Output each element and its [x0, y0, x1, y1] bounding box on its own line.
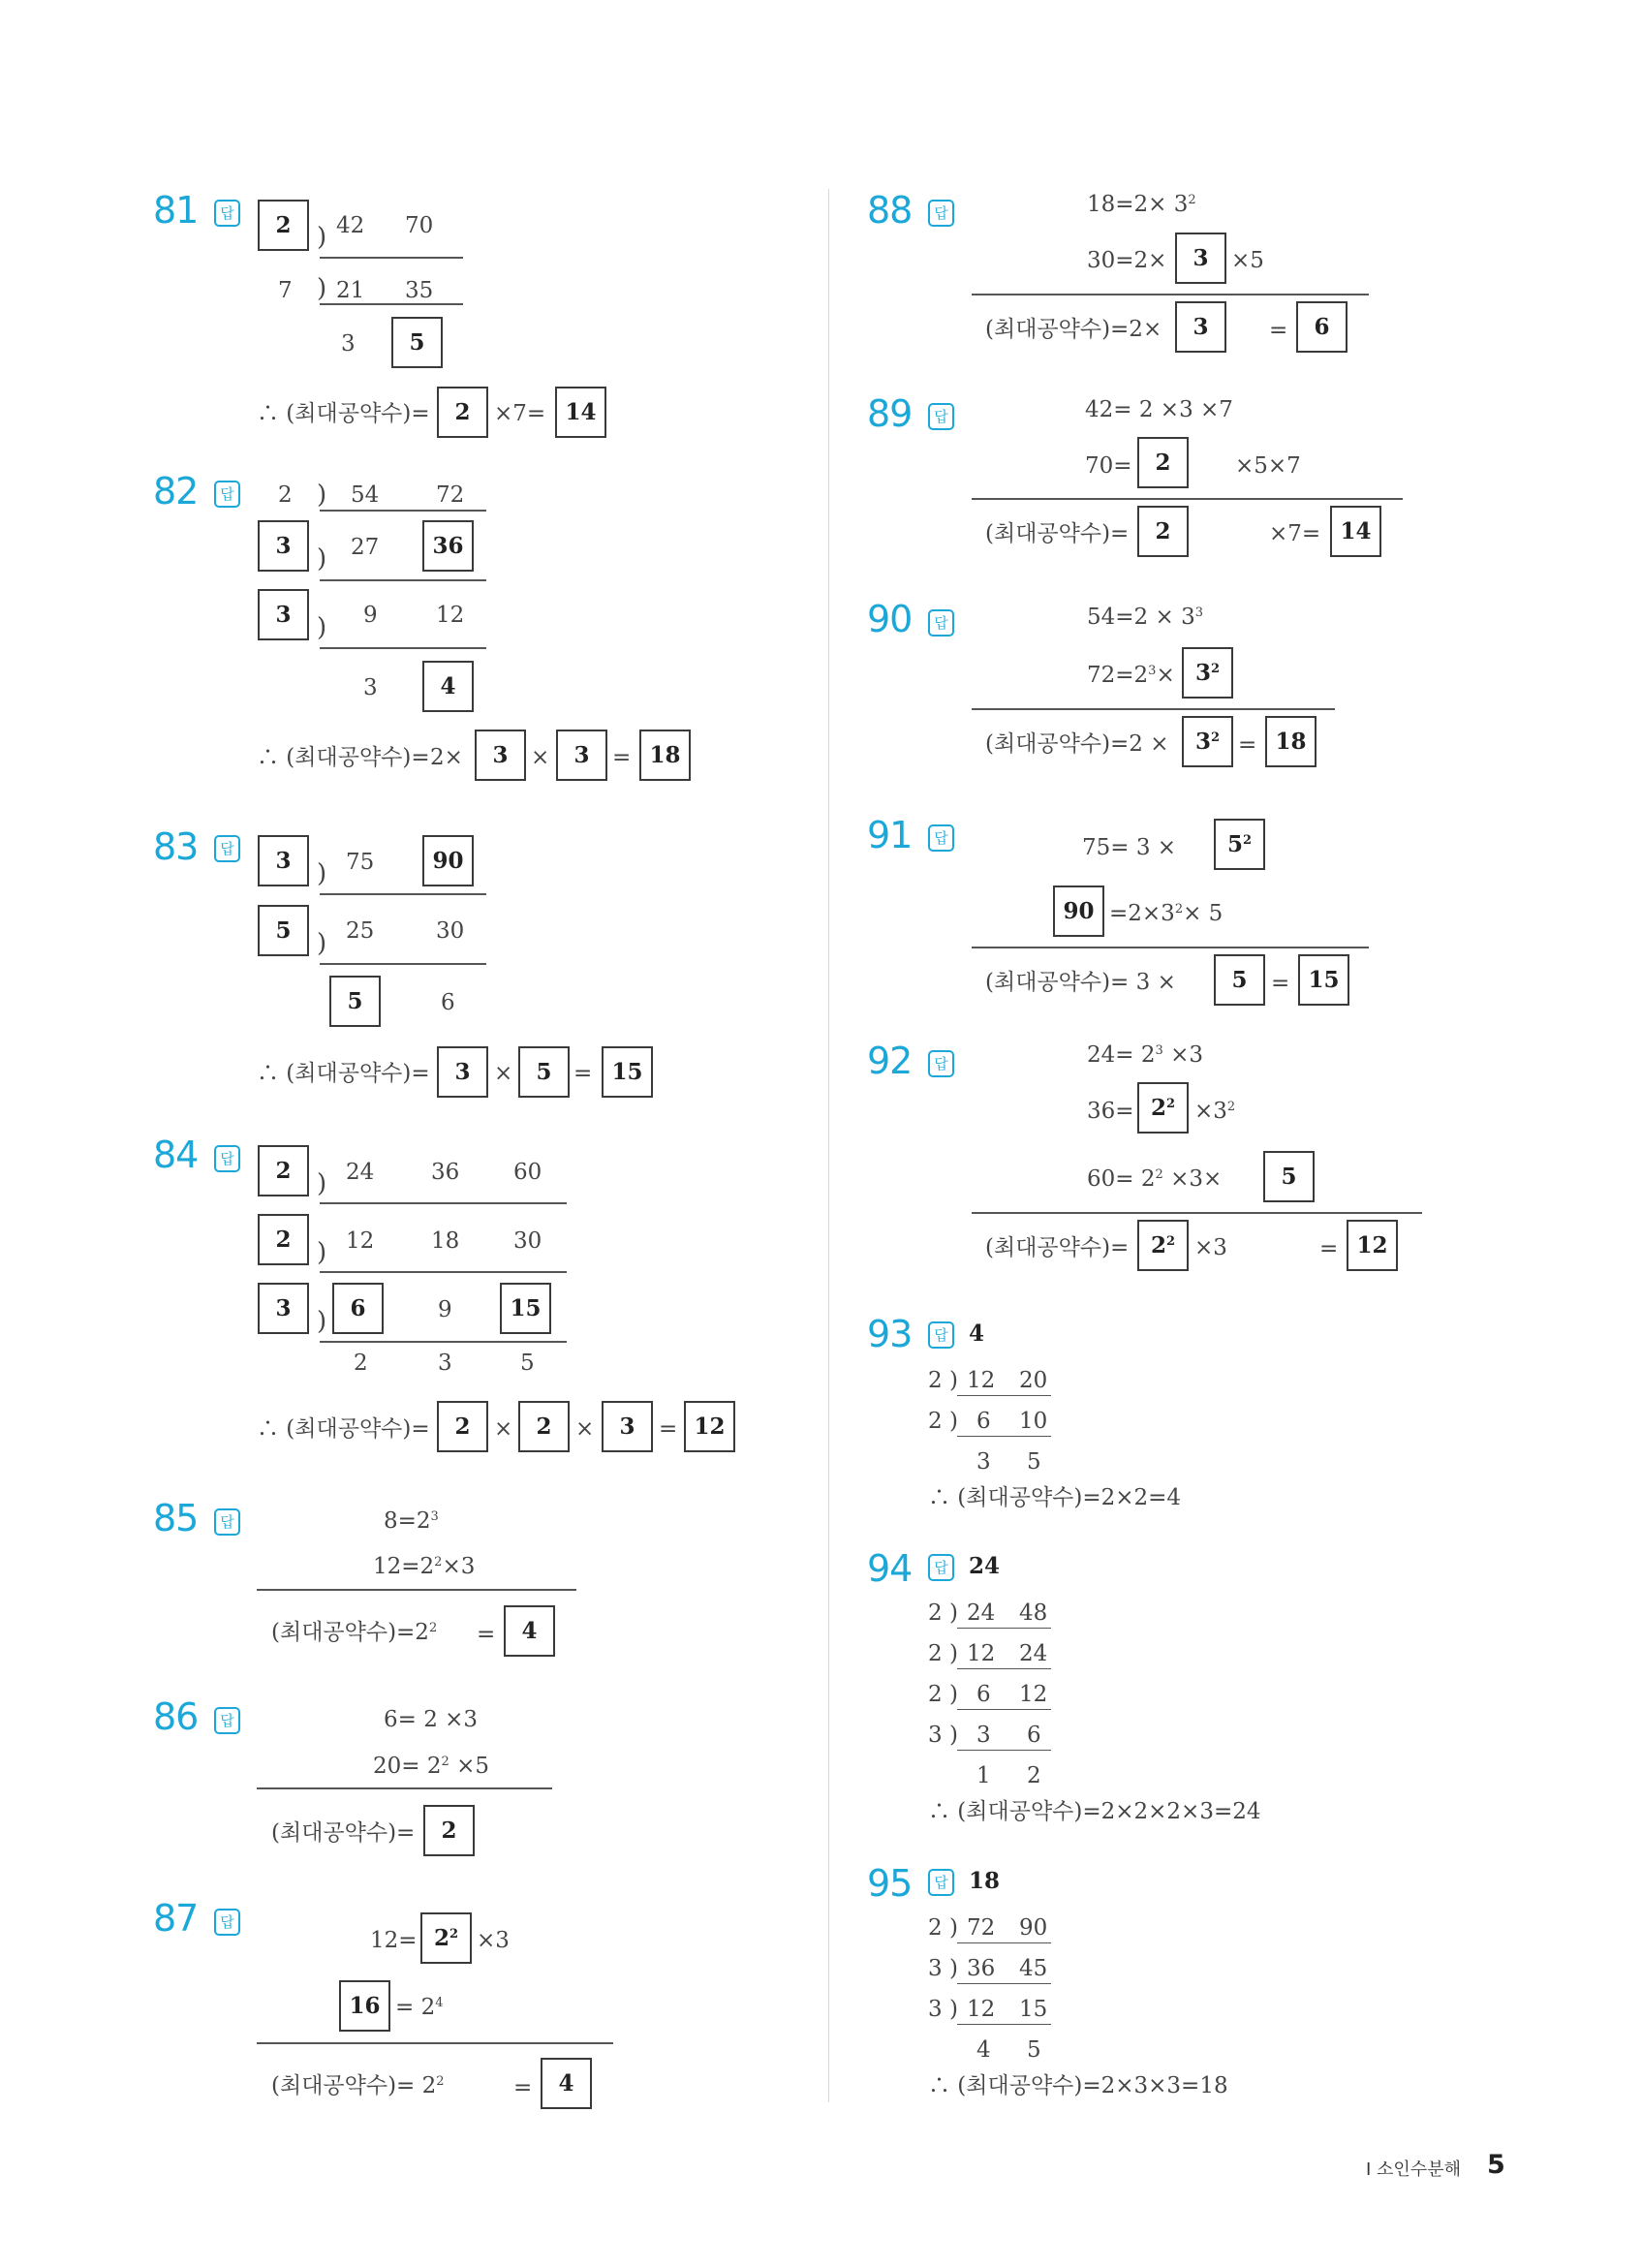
answer-badge: 답	[214, 1909, 240, 1936]
division-bracket: )	[317, 1307, 327, 1336]
operator: ×	[531, 745, 550, 770]
answer-box: 15	[602, 1046, 653, 1098]
answer-box: 2	[437, 1401, 488, 1452]
answer-box: 18	[639, 730, 691, 781]
value: 3	[976, 1723, 991, 1748]
operator: ×3	[1194, 1235, 1227, 1260]
page-number: 5	[1487, 2150, 1505, 2180]
answer-box: 15	[500, 1283, 551, 1334]
value: 5	[1027, 1449, 1041, 1475]
division-line	[957, 1395, 1051, 1396]
exponent: 3	[430, 1509, 439, 1524]
operator: ×7=	[494, 401, 546, 426]
division-bracket: )	[317, 1169, 327, 1198]
text: =2×3	[1109, 901, 1175, 926]
exponent: 2	[436, 2074, 445, 2089]
text: 3	[1194, 660, 1211, 686]
problem-number: 95	[867, 1862, 913, 1905]
problem-number: 85	[153, 1497, 199, 1539]
value: 15	[1019, 1997, 1048, 2022]
divider-line	[972, 294, 1369, 295]
divisor: 2	[278, 482, 293, 508]
conclusion: ∴ (최대공약수)=2×2×2×3=24	[928, 1799, 1261, 1824]
factorization-line: 6= 2 ×3	[384, 1707, 479, 1732]
value: 35	[405, 278, 434, 303]
conclusion-label: ∴ (최대공약수)=	[257, 745, 430, 770]
factorization-line: 42= 2 ×3 ×7	[1085, 397, 1233, 422]
text: ×5	[1231, 248, 1264, 273]
factorization-line	[1109, 899, 1223, 928]
text: ×3	[442, 1554, 476, 1579]
text: 12=2	[373, 1554, 435, 1579]
answer-box: 5	[1263, 1151, 1315, 1202]
value: 9	[363, 603, 378, 628]
value: 12	[436, 603, 465, 628]
conclusion-label: ∴ (최대공약수)=	[257, 401, 430, 426]
exponent: 2	[1165, 1234, 1176, 1249]
value: 12	[967, 1368, 996, 1393]
column-divider	[828, 189, 829, 2102]
gcd-line: (최대공약수)=2×	[985, 317, 1162, 342]
text: ×5×7	[1235, 453, 1301, 479]
answer-box: 2	[518, 1401, 570, 1452]
text: ×5	[449, 1754, 489, 1779]
factorization-line	[1194, 1097, 1235, 1126]
division-line	[957, 1983, 1051, 1984]
divisor: 2 )	[928, 1600, 958, 1626]
value: 3	[363, 675, 378, 700]
value: 12	[346, 1228, 375, 1254]
value: 25	[346, 918, 375, 944]
answer-badge: 답	[928, 1321, 954, 1349]
exponent: 2	[1210, 730, 1221, 745]
exponent: 2	[1188, 193, 1196, 207]
division-bracket: )	[317, 1238, 327, 1267]
answer-badge: 답	[214, 1145, 240, 1172]
exponent: 4	[435, 1996, 444, 2010]
division-line	[320, 1271, 567, 1273]
value: 2	[1027, 1763, 1041, 1788]
exponent: 2	[1174, 902, 1184, 917]
value: 18	[431, 1228, 460, 1254]
division-line	[957, 1709, 1051, 1710]
answer-box: 5	[329, 976, 381, 1027]
text: × 5	[1183, 901, 1224, 926]
value: 4	[976, 2037, 991, 2063]
division-bracket: )	[317, 859, 327, 888]
divisor: 2 )	[928, 1368, 958, 1393]
answer-box: 3	[602, 1401, 653, 1452]
answer-box	[1182, 647, 1233, 699]
value: 60	[513, 1160, 542, 1185]
value: 6	[976, 1682, 991, 1707]
value: 75	[346, 850, 375, 875]
text: 30=2×	[1087, 248, 1167, 273]
operator: =	[1271, 971, 1290, 996]
text: 54=2 × 3	[1087, 605, 1195, 630]
answer-box: 2	[1137, 437, 1189, 488]
value: 21	[336, 278, 365, 303]
exponent: 3	[1148, 664, 1157, 678]
problem-number: 90	[867, 598, 913, 640]
problem-number: 89	[867, 392, 913, 435]
answer-box	[1137, 1082, 1189, 1134]
value: 6	[441, 990, 455, 1015]
answer-badge: 답	[214, 835, 240, 862]
value: 12	[967, 1641, 996, 1666]
exponent: 2	[441, 1755, 449, 1769]
division-bracket: )	[317, 613, 327, 642]
value: 36	[967, 1956, 996, 1981]
divisor-box: 3	[258, 589, 309, 640]
text: 3	[1194, 729, 1211, 755]
problem-number: 92	[867, 1040, 913, 1082]
text: 75= 3 ×	[1082, 835, 1177, 860]
answer-box: 6	[1296, 301, 1348, 353]
problem-number: 93	[867, 1313, 913, 1355]
problem-number: 81	[153, 189, 199, 232]
problem-number: 88	[867, 189, 913, 232]
gcd-line	[271, 1618, 437, 1647]
division-line	[320, 510, 486, 512]
factorization-line	[373, 1752, 489, 1781]
chapter-label: I 소인수분해	[1366, 2159, 1461, 2180]
exponent: 2	[428, 1621, 438, 1635]
exponent: 2	[1210, 662, 1221, 676]
value: 2	[354, 1351, 368, 1376]
answer-box	[420, 1912, 472, 1964]
problem-number: 91	[867, 814, 913, 856]
text: (최대공약수)= 2	[271, 2073, 437, 2098]
exponent: 3	[1194, 606, 1203, 620]
operator: ×	[494, 1416, 513, 1442]
answer-box: 14	[555, 387, 606, 438]
division-line	[957, 1668, 1051, 1669]
gcd-line	[271, 2071, 445, 2100]
answer-box: 2	[423, 1805, 475, 1856]
operator: =	[477, 1622, 496, 1647]
division-line	[320, 257, 463, 259]
text: 5	[1226, 831, 1243, 857]
operator: =	[573, 1061, 593, 1086]
value: 42	[336, 213, 365, 238]
answer-box	[1214, 819, 1265, 870]
factorization-line	[373, 1552, 475, 1581]
operator: ×	[494, 1061, 513, 1086]
divider-line	[972, 1212, 1422, 1214]
divider-line	[972, 498, 1403, 500]
value: 6	[976, 1409, 991, 1434]
division-line	[957, 1942, 1051, 1943]
divider-line	[972, 947, 1369, 948]
value: 24	[346, 1160, 375, 1185]
division-line	[320, 579, 486, 581]
gcd-line: (최대공약수)= 3 ×	[985, 970, 1176, 995]
factorization-line	[384, 1507, 439, 1536]
answer-box	[1182, 716, 1233, 767]
answer-box: 15	[1298, 954, 1349, 1006]
answer-box: 3	[1175, 233, 1226, 284]
answer-box: 3	[556, 730, 607, 781]
division-line	[320, 963, 486, 965]
division-line	[320, 1341, 567, 1343]
gcd-line: (최대공약수)=	[985, 521, 1130, 546]
answer-badge: 답	[214, 481, 240, 508]
value: 24	[967, 1600, 996, 1626]
operator: 2×	[430, 745, 463, 770]
conclusion-label: ∴ (최대공약수)=	[257, 1061, 430, 1086]
operator: =	[612, 745, 632, 770]
answer-box: 4	[541, 2058, 592, 2109]
text: 12=	[370, 1928, 418, 1953]
operator: =	[659, 1416, 678, 1442]
answer-badge: 답	[928, 200, 954, 227]
text: 72=2	[1087, 663, 1149, 688]
operator: ×7=	[1269, 521, 1321, 546]
value: 24	[1019, 1641, 1048, 1666]
text: 70=	[1085, 453, 1132, 479]
answer-box: 5	[518, 1046, 570, 1098]
answer-badge: 답	[214, 200, 240, 227]
problem-number: 84	[153, 1134, 199, 1176]
answer-box: 12	[684, 1401, 735, 1452]
exponent: 2	[1155, 1167, 1163, 1182]
value: 30	[513, 1228, 542, 1254]
problem-number: 87	[153, 1897, 199, 1940]
divisor: 3 )	[928, 1723, 958, 1748]
divisor: 3 )	[928, 1997, 958, 2022]
value: 9	[438, 1297, 452, 1322]
final-answer: 24	[969, 1553, 1001, 1579]
value: 72	[967, 1915, 996, 1941]
value: 10	[1019, 1409, 1048, 1434]
operator: =	[513, 2075, 533, 2100]
conclusion: ∴ (최대공약수)=2×2=4	[928, 1485, 1182, 1510]
answer-box: 90	[422, 835, 474, 886]
text: 2	[1150, 1095, 1166, 1121]
exponent: 2	[449, 1927, 459, 1942]
divisor-box: 2	[258, 200, 309, 251]
answer-box: 3	[475, 730, 526, 781]
final-answer: 4	[969, 1320, 985, 1347]
exponent: 3	[1155, 1043, 1163, 1058]
value: 3	[438, 1351, 452, 1376]
division-line	[957, 1750, 1051, 1751]
problem-number: 94	[867, 1547, 913, 1590]
value: 27	[351, 535, 380, 560]
text: ×3	[1194, 1099, 1227, 1124]
operator: =	[1238, 732, 1257, 758]
answer-box: 2	[1137, 506, 1189, 557]
answer-box: 18	[1265, 716, 1317, 767]
text: 24= 2	[1087, 1042, 1156, 1068]
value: 12	[1019, 1682, 1048, 1707]
value: 5	[520, 1351, 535, 1376]
exponent: 2	[1165, 1097, 1176, 1111]
factorization-line	[1087, 661, 1175, 690]
text: 8=2	[384, 1508, 431, 1534]
answer-badge: 답	[214, 1508, 240, 1536]
problem-number: 86	[153, 1695, 199, 1738]
value: 3	[976, 1449, 991, 1475]
division-line	[957, 1436, 1051, 1437]
text: ×3	[477, 1928, 510, 1953]
divider-line	[257, 2042, 613, 2044]
value: 3	[341, 331, 356, 357]
operator: =	[1269, 318, 1288, 343]
answer-box: 3	[1175, 301, 1226, 353]
divisor-box: 3	[258, 520, 309, 572]
text: 36=	[1087, 1099, 1134, 1124]
exponent: 2	[434, 1555, 443, 1569]
factorization-line	[395, 1993, 444, 2022]
divisor-box: 3	[258, 1283, 309, 1334]
answer-badge: 답	[928, 824, 954, 852]
answer-box: 4	[504, 1605, 555, 1657]
text: 18=2× 3	[1087, 192, 1189, 217]
divisor: 2 )	[928, 1409, 958, 1434]
value: 72	[436, 482, 465, 508]
answer-badge: 답	[928, 1050, 954, 1077]
value: 36	[431, 1160, 460, 1185]
divider-line	[257, 1589, 576, 1591]
answer-box: 16	[339, 1980, 390, 2032]
divisor-box: 2	[258, 1145, 309, 1196]
factorization-line	[1087, 1041, 1203, 1070]
text: ×	[1156, 663, 1175, 688]
final-answer: 18	[969, 1868, 1001, 1894]
value: 1	[976, 1763, 991, 1788]
division-line	[320, 1202, 567, 1204]
division-line	[320, 893, 486, 895]
answer-badge: 답	[928, 1554, 954, 1581]
value: 20	[1019, 1368, 1048, 1393]
text: (최대공약수)=2	[271, 1620, 429, 1645]
value: 54	[351, 482, 380, 508]
factorization-line	[1087, 190, 1196, 219]
divisor-box: 5	[258, 905, 309, 956]
exponent: 2	[1226, 1100, 1236, 1114]
answer-box: 14	[1330, 506, 1381, 557]
text: 20= 2	[373, 1754, 442, 1779]
division-bracket: )	[317, 481, 327, 510]
division-bracket: )	[317, 274, 327, 303]
divisor-box: 3	[258, 835, 309, 886]
answer-box: 90	[1053, 885, 1104, 937]
answer-box: 3	[437, 1046, 488, 1098]
answer-box: 5	[1214, 954, 1265, 1006]
answer-box: 4	[422, 661, 474, 712]
divisor: 7	[278, 278, 293, 303]
operator: ×	[575, 1416, 595, 1442]
factorization-line	[1087, 1165, 1222, 1194]
divisor: 2 )	[928, 1682, 958, 1707]
division-line	[957, 1628, 1051, 1629]
answer-box: 36	[422, 520, 474, 572]
divisor: 3 )	[928, 1956, 958, 1981]
division-bracket: )	[317, 223, 327, 252]
value: 12	[967, 1997, 996, 2022]
operator: =	[1319, 1236, 1339, 1261]
gcd-line: (최대공약수)=	[985, 1235, 1130, 1260]
conclusion-label: ∴ (최대공약수)=	[257, 1416, 430, 1442]
answer-box: 5	[391, 317, 443, 368]
value: 90	[1019, 1915, 1048, 1941]
divisor-box: 2	[258, 1214, 309, 1265]
exponent: 2	[1242, 833, 1253, 848]
value: 6	[1027, 1723, 1041, 1748]
text: 2	[1150, 1232, 1166, 1258]
value: 48	[1019, 1600, 1048, 1626]
answer-badge: 답	[214, 1707, 240, 1734]
value: 30	[436, 918, 465, 944]
text: ×3×	[1162, 1166, 1223, 1192]
factorization-line	[1087, 603, 1203, 632]
gcd-line: (최대공약수)=	[271, 1820, 416, 1846]
conclusion: ∴ (최대공약수)=2×3×3=18	[928, 2073, 1228, 2098]
division-bracket: )	[317, 544, 327, 574]
answer-box: 2	[437, 387, 488, 438]
text: 60= 2	[1087, 1166, 1156, 1192]
division-bracket: )	[317, 929, 327, 958]
problem-number: 83	[153, 825, 199, 868]
division-line	[320, 647, 486, 649]
answer-badge: 답	[928, 1869, 954, 1896]
answer-box: 12	[1347, 1220, 1398, 1271]
text: ×3	[1162, 1042, 1203, 1068]
answer-box: 6	[332, 1283, 384, 1334]
divider-line	[972, 708, 1335, 710]
divisor: 2 )	[928, 1915, 958, 1941]
answer-badge: 답	[928, 609, 954, 637]
division-line	[957, 2024, 1051, 2025]
division-line	[320, 303, 463, 305]
text: = 2	[395, 1995, 436, 2020]
text: 2	[433, 1925, 449, 1951]
value: 70	[405, 213, 434, 238]
divider-line	[257, 1787, 552, 1789]
divisor: 2 )	[928, 1641, 958, 1666]
value: 5	[1027, 2037, 1041, 2063]
problem-number: 82	[153, 470, 199, 513]
value: 45	[1019, 1956, 1048, 1981]
gcd-line: (최대공약수)=2 ×	[985, 731, 1169, 757]
answer-box	[1137, 1220, 1189, 1271]
answer-badge: 답	[928, 403, 954, 430]
